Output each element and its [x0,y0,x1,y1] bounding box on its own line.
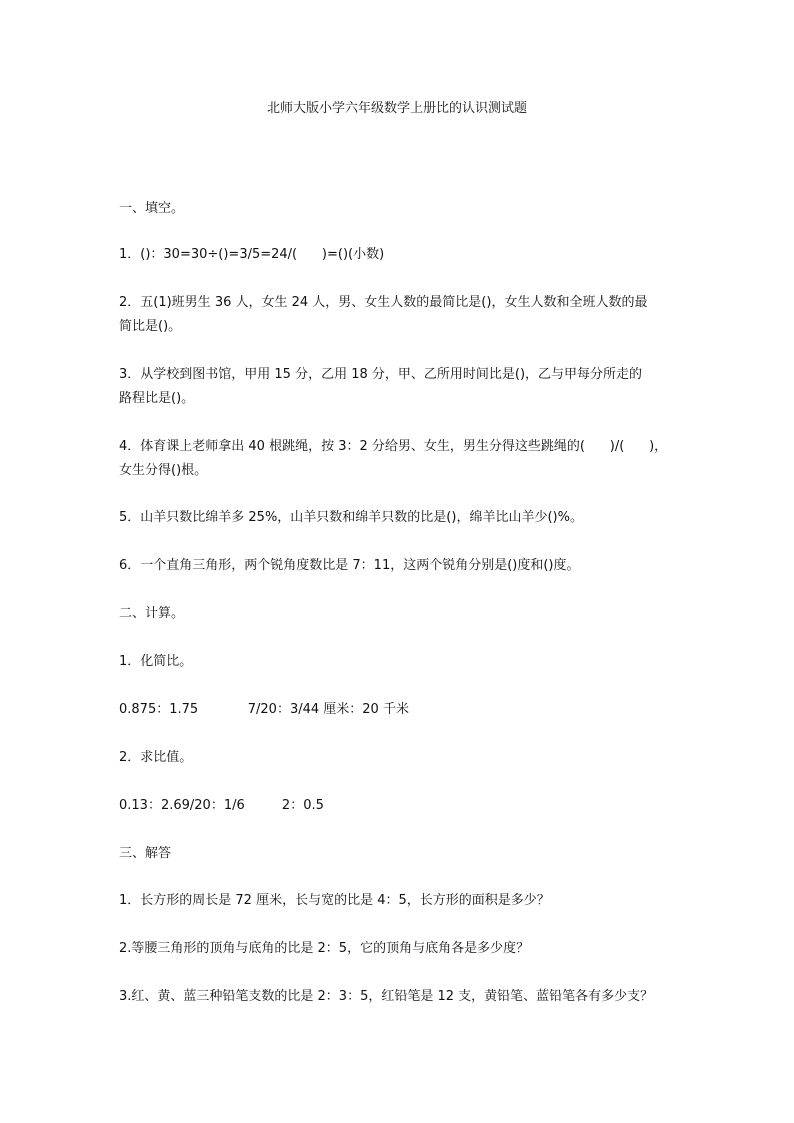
question-3-2: 2.等腰三角形的顶角与底角的比是 2：5，它的顶角与底角各是多少度？ [119,941,530,956]
question-2-2-label: 2．求比值。 [119,750,193,765]
question-1-4-line-1: 4．体育课上老师拿出 40 根跳绳，按 3：2 分给男、女生，男生分得这些跳绳的( )/( )， [119,439,668,454]
question-1-2-line-1: 2．五(1)班男生 36 人，女生 24 人，男、女生人数的最简比是()，女生人数和全班人数的最 [119,295,648,310]
question-2-1-items: 0.875：1.75 7/20：3/44 厘米：20 千米 [119,702,409,717]
section-heading-answers: 三、解答 [119,846,172,861]
question-1-4-line-2: 女生分得()根。 [119,463,208,478]
question-1-1: 1．()：30=30÷()=3/5=24/( )=()(小数) [119,247,385,262]
document-title: 北师大版小学六年级数学上册比的认识测试题 [266,101,527,116]
question-1-5: 5．山羊只数比绵羊多 25%，山羊只数和绵羊只数的比是()，绵羊比山羊少()%。 [119,510,583,525]
question-3-3: 3.红、黄、蓝三种铅笔支数的比是 2：3：5，红铅笔是 12 支，黄铅笔、蓝铅笔各有多少支？ [119,989,654,1004]
section-heading-calculation: 二、计算。 [119,606,185,621]
section-heading-fill-in: 一、填空。 [119,201,185,216]
question-1-3-line-1: 3．从学校到图书馆，甲用 15 分，乙用 18 分，甲、乙所用时间比是()，乙与甲每分所走的 [119,367,643,382]
question-1-3-line-2: 路程比是()。 [119,391,195,406]
question-1-6: 6．一个直角三角形，两个锐角度数比是 7：11，这两个锐角分别是()度和()度。 [119,558,580,573]
question-3-1: 1．长方形的周长是 72 厘米，长与宽的比是 4：5，长方形的面积是多少？ [119,893,550,908]
question-2-2-items: 0.13：2.69/20：1/6 2：0.5 [119,798,324,813]
question-1-2-line-2: 简比是()。 [119,319,182,334]
question-2-1-label: 1．化简比。 [119,654,193,669]
